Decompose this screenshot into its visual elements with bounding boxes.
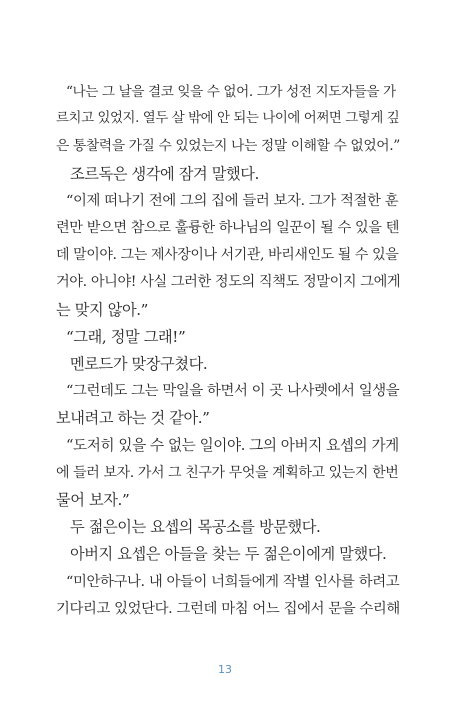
text-line: 데 말이야. 그는 제사장이나 서기관, 바리새인도 될 수 있을 <box>56 247 399 263</box>
text-line: 기다리고 있었단다. 그런데 마침 어느 집에서 문을 수리해 <box>56 601 400 617</box>
text-line: 아버지 요셉은 아들을 찾는 두 젊은이에게 말했다. <box>70 545 387 563</box>
text-line: 두 젊은이는 요셉의 목공소를 방문했다. <box>70 518 321 536</box>
text-line: “도저히 있을 수 없는 일이야. 그의 아버지 요셉의 가게 <box>66 437 399 454</box>
text-line: “미안하구나. 내 아들이 너희들에게 작별 인사를 하려고 <box>66 574 400 590</box>
text-line: 련만 받으면 참으로 훌륭한 하나님의 일꾼이 될 수 있을 텐 <box>56 220 400 236</box>
text-line: 거야. 아니야! 사실 그러한 정도의 직책도 정말이지 그에게 <box>56 274 401 290</box>
text-line: “그래, 정말 그래!” <box>66 328 186 346</box>
page-number: 13 <box>218 663 232 676</box>
text-line: 멘로드가 맞장구쳤다. <box>70 355 208 373</box>
text-line: 르치고 있었지. 열두 살 밖에 안 되는 나이에 어쩌면 그렇게 깊 <box>56 111 400 126</box>
text-line: 는 맞지 않아.” <box>56 301 149 319</box>
text-line: 물어 보자.” <box>56 491 130 509</box>
text-line: 보내려고 하는 것 같아.” <box>56 409 210 427</box>
text-line: 에 들러 보자. 가서 그 친구가 무엇을 계획하고 있는지 한번 <box>56 465 399 481</box>
text-line: “나는 그 날을 결코 잊을 수 없어. 그가 성전 지도자들을 가 <box>66 84 396 100</box>
text-line: 조르독은 생각에 잠겨 말했다. <box>70 165 259 183</box>
text-line: “그런데도 그는 막일을 하면서 이 곳 나사렛에서 일생을 <box>66 383 400 399</box>
text-line: “이제 떠나기 전에 그의 집에 들러 보자. 그가 적절한 훈 <box>66 193 399 209</box>
text-line: 은 통찰력을 가질 수 있었는지 나는 정말 이해할 수 없었어.” <box>56 138 400 154</box>
